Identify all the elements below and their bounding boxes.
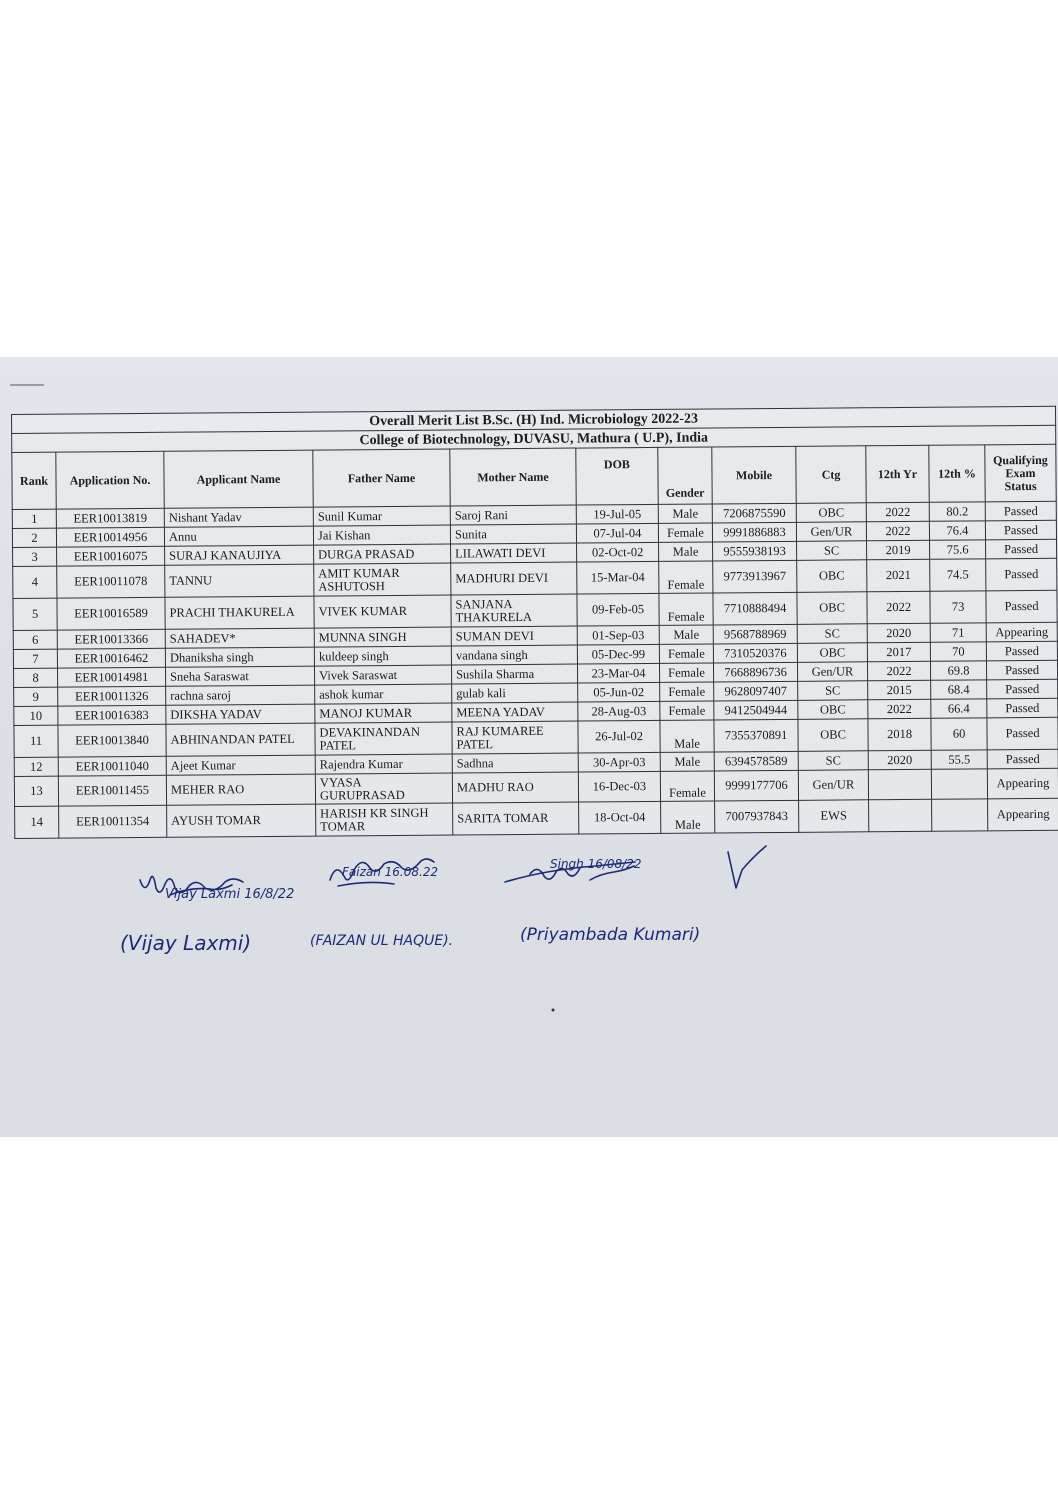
- college-subtitle: College of Biotechnology, DUVASU, Mathura ( U.P), India: [12, 425, 1056, 452]
- cell-12th-yr: 2015: [868, 680, 931, 699]
- cell-dob: 26-Jul-02: [578, 720, 660, 753]
- col-header-rank: Rank: [12, 452, 56, 509]
- cell-application-no: EER10013840: [58, 724, 166, 757]
- cell-mother-name: MADHURI DEVI: [451, 562, 577, 595]
- cell-applicant-name: rachna saroj: [166, 685, 315, 705]
- cell-application-no: EER10016383: [58, 705, 166, 725]
- cell-application-no: EER10016075: [57, 546, 165, 566]
- cell-dob: 07-Jul-04: [576, 523, 658, 543]
- cell-dob: 23-Mar-04: [577, 663, 659, 683]
- cell-12th-yr: 2022: [866, 521, 929, 540]
- cell-rank: 2: [12, 528, 56, 547]
- cell-12th-pct: 66.4: [931, 699, 987, 718]
- cell-status: Passed: [985, 501, 1056, 521]
- cell-application-no: EER10011455: [58, 775, 166, 806]
- cell-application-no: EER10016462: [57, 648, 165, 668]
- cell-status: Passed: [987, 717, 1058, 750]
- cell-ctg: Gen/UR: [798, 770, 868, 801]
- cell-application-no: EER10011326: [58, 686, 166, 706]
- cell-status: Appearing: [986, 622, 1057, 642]
- cell-father-name: ashok kumar: [315, 684, 452, 704]
- cell-ctg: OBC: [798, 700, 868, 720]
- cell-mobile: 7710888494: [713, 592, 797, 625]
- merit-rows: [12, 501, 1058, 838]
- cell-12th-yr: [868, 769, 931, 799]
- cell-gender: Female: [660, 682, 714, 701]
- cell-12th-pct: [932, 799, 988, 831]
- cell-dob: 05-Jun-02: [578, 682, 660, 702]
- cell-mother-name: SARITA TOMAR: [453, 802, 579, 835]
- cell-dob: 09-Feb-05: [577, 593, 659, 626]
- cell-dob: 30-Apr-03: [578, 752, 660, 772]
- cell-rank: 5: [13, 598, 57, 630]
- cell-father-name: Vivek Saraswat: [314, 665, 451, 685]
- cell-application-no: EER10013819: [56, 508, 164, 528]
- cell-mother-name: gulab kali: [452, 683, 578, 703]
- cell-rank: 10: [14, 706, 58, 725]
- cell-12th-yr: 2022: [867, 591, 930, 623]
- merit-list-table: [11, 406, 1058, 839]
- cell-rank: 11: [14, 725, 58, 757]
- cell-applicant-name: Dhaniksha singh: [165, 647, 314, 667]
- cell-status: Passed: [987, 679, 1058, 699]
- cell-12th-pct: 70: [930, 642, 986, 661]
- cell-rank: 3: [13, 547, 57, 566]
- cell-ctg: SC: [798, 681, 868, 701]
- edge-mark: [10, 384, 44, 386]
- cell-rank: 8: [13, 668, 57, 687]
- cell-ctg: SC: [798, 751, 868, 771]
- cell-gender: Female: [659, 644, 713, 663]
- cell-mobile: 7206875590: [712, 503, 796, 523]
- cell-father-name: MUNNA SINGH: [314, 627, 451, 647]
- cell-gender: Female: [659, 561, 713, 593]
- cell-dob: 18-Oct-04: [579, 801, 661, 834]
- cell-status: Passed: [986, 590, 1057, 623]
- cell-applicant-name: AYUSH TOMAR: [167, 804, 316, 837]
- cell-ctg: OBC: [798, 719, 868, 752]
- list-title: Overall Merit List B.Sc. (H) Ind. Microbiology 2022-23: [12, 406, 1056, 433]
- cell-ctg: OBC: [797, 560, 867, 593]
- cell-status: Passed: [985, 520, 1056, 540]
- col-header-12th-pct: 12th %: [929, 445, 985, 502]
- signatory-3-name: (Priyambada Kumari): [520, 925, 701, 945]
- cell-12th-pct: 80.2: [929, 502, 985, 521]
- cell-mobile: 9568788969: [713, 624, 797, 644]
- cell-applicant-name: SURAJ KANAUJIYA: [165, 545, 314, 565]
- cell-applicant-name: Annu: [164, 526, 313, 546]
- cell-application-no: EER10011354: [59, 805, 167, 838]
- cell-application-no: EER10011040: [58, 756, 166, 776]
- cell-status: Passed: [986, 660, 1057, 680]
- col-header-application-no: Application No.: [56, 451, 164, 509]
- cell-12th-yr: 2021: [867, 559, 930, 591]
- cell-mother-name: Saroj Rani: [450, 505, 576, 525]
- cell-gender: Female: [660, 701, 714, 720]
- cell-mother-name: Sushila Sharma: [451, 664, 577, 684]
- col-header-12th-yr: 12th Yr: [866, 445, 929, 502]
- cell-gender: Male: [659, 542, 713, 561]
- cell-applicant-name: Ajeet Kumar: [166, 755, 315, 775]
- cell-mobile: 7007937843: [715, 800, 799, 833]
- cell-ctg: OBC: [797, 643, 867, 663]
- cell-gender: Male: [660, 720, 714, 752]
- cell-applicant-name: SAHADEV*: [165, 628, 314, 648]
- cell-applicant-name: Sneha Saraswat: [165, 666, 314, 686]
- cell-mobile: 7668896736: [713, 662, 797, 682]
- cell-rank: 12: [14, 757, 58, 776]
- cell-father-name: VYASA GURUPRASAD: [315, 773, 452, 804]
- cell-mobile: 9412504944: [714, 700, 798, 720]
- cell-mobile: 9999177706: [714, 770, 798, 801]
- cell-status: Passed: [986, 539, 1057, 559]
- cell-dob: 01-Sep-03: [577, 625, 659, 645]
- cell-gender: Female: [660, 771, 714, 801]
- cell-applicant-name: Nishant Yadav: [164, 507, 313, 527]
- cell-father-name: Jai Kishan: [313, 525, 450, 545]
- cell-father-name: Sunil Kumar: [313, 506, 450, 526]
- signatory-2-name: (FAIZAN UL HAQUE).: [310, 933, 454, 949]
- cell-mother-name: MADHU RAO: [452, 772, 578, 803]
- signature-2-date-note: Faizan 16.08.22: [342, 865, 439, 879]
- cell-rank: 4: [13, 566, 57, 598]
- cell-12th-yr: 2020: [867, 623, 930, 642]
- col-header-dob: DOB: [576, 447, 658, 505]
- cell-dob: 28-Aug-03: [578, 701, 660, 721]
- cell-application-no: EER10014956: [56, 527, 164, 547]
- cell-12th-yr: 2022: [866, 502, 929, 521]
- cell-status: Appearing: [988, 798, 1058, 831]
- cell-applicant-name: TANNU: [165, 564, 314, 597]
- cell-12th-pct: 55.5: [931, 750, 987, 769]
- cell-rank: 6: [13, 630, 57, 649]
- col-header-mobile: Mobile: [712, 446, 796, 504]
- signature-area: [110, 840, 810, 970]
- cell-status: Passed: [987, 698, 1058, 718]
- cell-gender: Female: [659, 593, 713, 625]
- cell-12th-pct: 73: [930, 591, 986, 623]
- cell-12th-yr: 2019: [867, 540, 930, 559]
- cell-father-name: DURGA PRASAD: [314, 544, 451, 564]
- cell-mother-name: vandana singh: [451, 645, 577, 665]
- signature-4-checkmark: [728, 846, 766, 888]
- cell-12th-yr: 2022: [868, 699, 931, 718]
- cell-status: Passed: [987, 749, 1058, 769]
- cell-mobile: 9555938193: [713, 541, 797, 561]
- cell-12th-yr: 2020: [868, 750, 931, 769]
- cell-ctg: OBC: [796, 503, 866, 523]
- cell-mother-name: MEENA YADAV: [452, 702, 578, 722]
- cell-mobile: 9773913967: [713, 560, 797, 593]
- signature-1-date-note: Vijay Laxmi 16/8/22: [165, 887, 295, 902]
- cell-dob: 16-Dec-03: [578, 771, 660, 802]
- cell-gender: Male: [659, 625, 713, 644]
- cell-12th-pct: 68.4: [931, 680, 987, 699]
- cell-gender: Female: [659, 663, 713, 682]
- cell-father-name: Rajendra Kumar: [315, 754, 452, 774]
- cell-father-name: HARISH KR SINGH TOMAR: [316, 803, 453, 836]
- handwritten-signatures: [110, 840, 810, 970]
- cell-12th-pct: 76.4: [929, 521, 985, 540]
- col-header-applicant-name: Applicant Name: [164, 450, 313, 508]
- col-header-ctg: Ctg: [796, 446, 866, 504]
- cell-father-name: DEVAKINANDAN PATEL: [315, 722, 452, 755]
- cell-mother-name: LILAWATI DEVI: [451, 543, 577, 563]
- cell-12th-pct: 71: [930, 623, 986, 642]
- cell-dob: 02-Oct-02: [577, 542, 659, 562]
- cell-rank: 9: [14, 687, 58, 706]
- cell-12th-pct: [931, 769, 987, 799]
- cell-mobile: 7310520376: [713, 643, 797, 663]
- cell-12th-yr: 2017: [867, 642, 930, 661]
- cell-father-name: AMIT KUMAR ASHUTOSH: [314, 563, 451, 596]
- cell-rank: 1: [12, 509, 56, 528]
- cell-12th-yr: 2018: [868, 718, 931, 750]
- cell-father-name: VIVEK KUMAR: [314, 595, 451, 628]
- cell-ctg: EWS: [799, 800, 869, 833]
- cell-12th-pct: 75.6: [930, 540, 986, 559]
- cell-application-no: EER10016589: [57, 597, 165, 630]
- cell-ctg: SC: [797, 624, 867, 644]
- cell-rank: 13: [14, 776, 58, 806]
- cell-gender: Male: [658, 504, 712, 523]
- cell-ctg: OBC: [797, 592, 867, 625]
- cell-application-no: EER10011078: [57, 565, 165, 598]
- cell-ctg: SC: [797, 541, 867, 561]
- cell-mobile: 7355370891: [714, 719, 798, 752]
- cell-father-name: kuldeep singh: [314, 646, 451, 666]
- cell-gender: Male: [660, 752, 714, 771]
- cell-gender: Female: [658, 523, 712, 542]
- cell-applicant-name: ABHINANDAN PATEL: [166, 723, 315, 756]
- cell-dob: 05-Dec-99: [577, 644, 659, 664]
- cell-application-no: EER10014981: [57, 667, 165, 687]
- col-header-father-name: Father Name: [313, 449, 450, 507]
- cell-ctg: Gen/UR: [797, 662, 867, 682]
- cell-rank: 7: [13, 649, 57, 668]
- cell-12th-yr: 2022: [867, 661, 930, 680]
- cell-mother-name: Sadhna: [452, 753, 578, 773]
- cell-12th-pct: 74.5: [930, 559, 986, 591]
- cell-mobile: 9628097407: [714, 681, 798, 701]
- cell-mobile: 6394578589: [714, 751, 798, 771]
- cell-12th-pct: 60: [931, 718, 987, 750]
- header-row: [12, 444, 1056, 509]
- cell-rank: 14: [15, 806, 59, 838]
- cell-mother-name: SUMAN DEVI: [451, 626, 577, 646]
- col-header-mother-name: Mother Name: [450, 448, 576, 506]
- cell-applicant-name: DIKSHA YADAV: [166, 704, 315, 724]
- cell-dob: 15-Mar-04: [577, 561, 659, 594]
- signature-3-date-note: Singh 16/08/22: [550, 857, 642, 871]
- signatory-1-name: (Vijay Laxmi): [120, 931, 252, 955]
- cell-12th-yr: [869, 799, 932, 831]
- col-header-gender: Gender: [658, 447, 712, 504]
- cell-ctg: Gen/UR: [796, 522, 866, 542]
- cell-mother-name: Sunita: [450, 524, 576, 544]
- cell-applicant-name: MEHER RAO: [166, 774, 315, 805]
- col-header-qualifying-status: Qualifying Exam Status: [985, 444, 1056, 502]
- ink-dot: [552, 1009, 555, 1012]
- cell-mobile: 9991886883: [712, 522, 796, 542]
- cell-father-name: MANOJ KUMAR: [315, 703, 452, 723]
- cell-status: Passed: [986, 558, 1057, 591]
- cell-status: Passed: [986, 641, 1057, 661]
- cell-mother-name: RAJ KUMAREE PATEL: [452, 721, 578, 754]
- cell-dob: 19-Jul-05: [576, 504, 658, 524]
- cell-gender: Male: [661, 801, 715, 833]
- cell-mother-name: SANJANA THAKURELA: [451, 594, 577, 627]
- cell-application-no: EER10013366: [57, 629, 165, 649]
- cell-status: Appearing: [987, 768, 1058, 799]
- cell-12th-pct: 69.8: [930, 661, 986, 680]
- cell-applicant-name: PRACHI THAKURELA: [165, 596, 314, 629]
